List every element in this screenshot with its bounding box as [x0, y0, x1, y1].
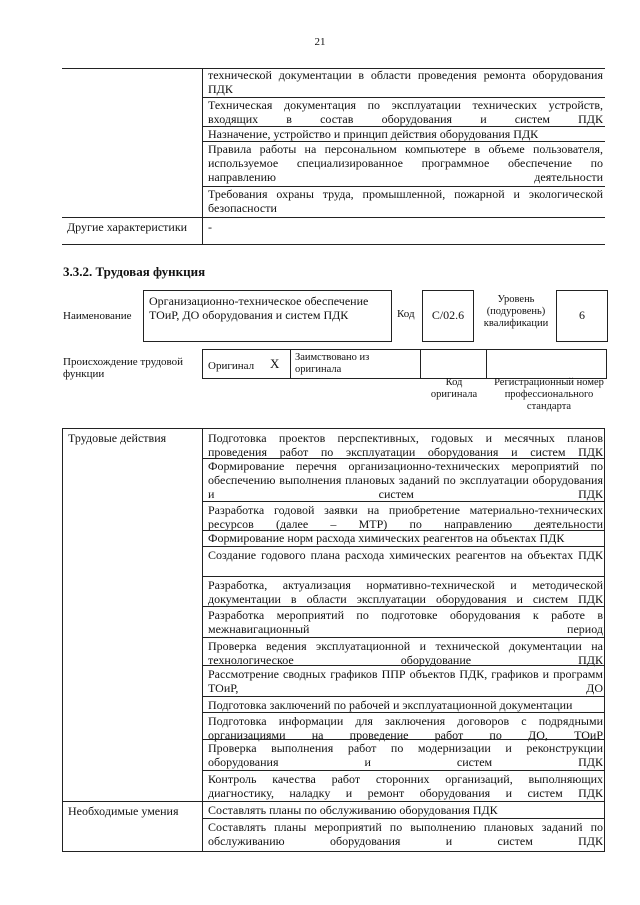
- table-border: [62, 851, 605, 852]
- code-label: Код: [397, 308, 415, 320]
- origin-divider: [420, 349, 421, 379]
- row-divider: [202, 696, 605, 697]
- table-border: [604, 428, 605, 851]
- qualification-level: 6: [579, 308, 585, 322]
- list-item: Разработка годовой заявки на приобретение материально-технических ресурсов (далее – МТР) по направлению деятельности: [208, 503, 603, 531]
- origin-label: Происхождение трудовой функции: [63, 356, 184, 380]
- row-divider: [202, 576, 605, 577]
- name-box: [143, 290, 392, 342]
- other-characteristics-label: Другие характеристики: [67, 220, 188, 234]
- row-divider: [202, 712, 605, 713]
- skills-label: Необходимые умения: [68, 804, 179, 818]
- list-item: Создание годового плана расхода химических реагентов на объектах ПДК: [208, 548, 603, 562]
- row-divider: [62, 801, 605, 802]
- reg-caption: Регистрационный номер профессионального стандарта: [494, 377, 604, 412]
- other-characteristics-value: -: [208, 220, 212, 234]
- list-item: Составлять планы по обслуживанию оборудования ПДК: [208, 803, 498, 817]
- row-divider: [202, 501, 605, 502]
- list-item: Формирование норм расхода химических реагентов на объектах ПДК: [208, 531, 565, 545]
- list-item: Рассмотрение сводных графиков ППР объектов ПДК, графиков и программ ТОиР, ДО: [208, 667, 603, 695]
- page-number: 21: [314, 36, 326, 48]
- level-label: Уровень (подуровень) квалификации: [483, 294, 549, 329]
- table-row: Назначение, устройство и принцип действия оборудования ПДК: [208, 127, 539, 141]
- list-item: Разработка мероприятий по подготовке оборудования к работе в межнавигационный период: [208, 608, 603, 636]
- code-caption: Код оригинала: [430, 377, 478, 400]
- table-row: Техническая документация по эксплуатации технических устройств, входящих в состав оборудования и систем ПДК: [208, 98, 603, 126]
- code-box: [422, 290, 474, 342]
- table-row: технической документации в области проведения ремонта оборудования ПДК: [208, 68, 603, 96]
- list-item: Проверка выполнения работ по модернизации и реконструкции оборудования и систем ПДК: [208, 741, 603, 769]
- row-divider: [62, 217, 605, 218]
- actions-label: Трудовые действия: [68, 431, 167, 445]
- table-row: Требования охраны труда, промышленной, пожарной и экологической безопасности: [208, 187, 603, 215]
- list-item: Составлять планы мероприятий по выполнению плановых заданий по обслуживанию оборудования и систем ПДК: [208, 820, 603, 848]
- table-divider: [202, 428, 203, 851]
- row-divider: [202, 637, 605, 638]
- original-mark: Х: [270, 356, 280, 371]
- row-divider: [202, 818, 605, 819]
- row-divider: [202, 665, 605, 666]
- list-item: Подготовка заключений по рабочей и эксплуатационной документации: [208, 698, 573, 712]
- function-name: Организационно-техническое обеспечение ТОиР, ДО оборудования и систем ПДК: [149, 294, 369, 322]
- borrowed-label: Заимствовано из оригинала: [295, 352, 370, 375]
- row-divider: [202, 770, 605, 771]
- function-code: С/02.6: [431, 308, 465, 322]
- row-divider: [202, 739, 605, 740]
- list-item: Подготовка проектов перспективных, годовых и месячных планов проведения работ по эксплуатации оборудования и систем ПДК: [208, 431, 603, 459]
- original-label: Оригинал: [208, 360, 255, 372]
- section-heading: 3.3.2. Трудовая функция: [63, 264, 206, 279]
- table-border: [62, 428, 605, 429]
- list-item: Формирование перечня организационно-технических мероприятий по обеспечению выполнения плановых заданий по эксплуатации оборудования и систем ПДК: [208, 459, 603, 501]
- list-item: Проверка ведения эксплуатационной и технической документации на технологическое оборудование ПДК: [208, 639, 603, 667]
- level-box: [556, 290, 608, 342]
- table-border: [62, 428, 63, 851]
- list-item: Разработка, актуализация нормативно-технической и методической документации в области эксплуатации оборудования и систем ПДК: [208, 578, 603, 606]
- list-item: Подготовка информации для заключения договоров с подрядными организациями на проведение работ по ДО, ТОиР: [208, 714, 603, 742]
- table-row: Правила работы на персональном компьютере в объеме пользователя, используемое специализированное программное обеспечение по направлению деятельности: [208, 142, 603, 184]
- origin-divider: [486, 349, 487, 379]
- table-border: [62, 244, 605, 245]
- list-item: Контроль качества работ сторонних организаций, выполняющих диагностику, наладку и ремонт оборудования и систем ПДК: [208, 772, 603, 800]
- row-divider: [202, 546, 605, 547]
- origin-divider: [290, 349, 291, 379]
- row-divider: [202, 606, 605, 607]
- name-label: Наименование: [63, 310, 132, 322]
